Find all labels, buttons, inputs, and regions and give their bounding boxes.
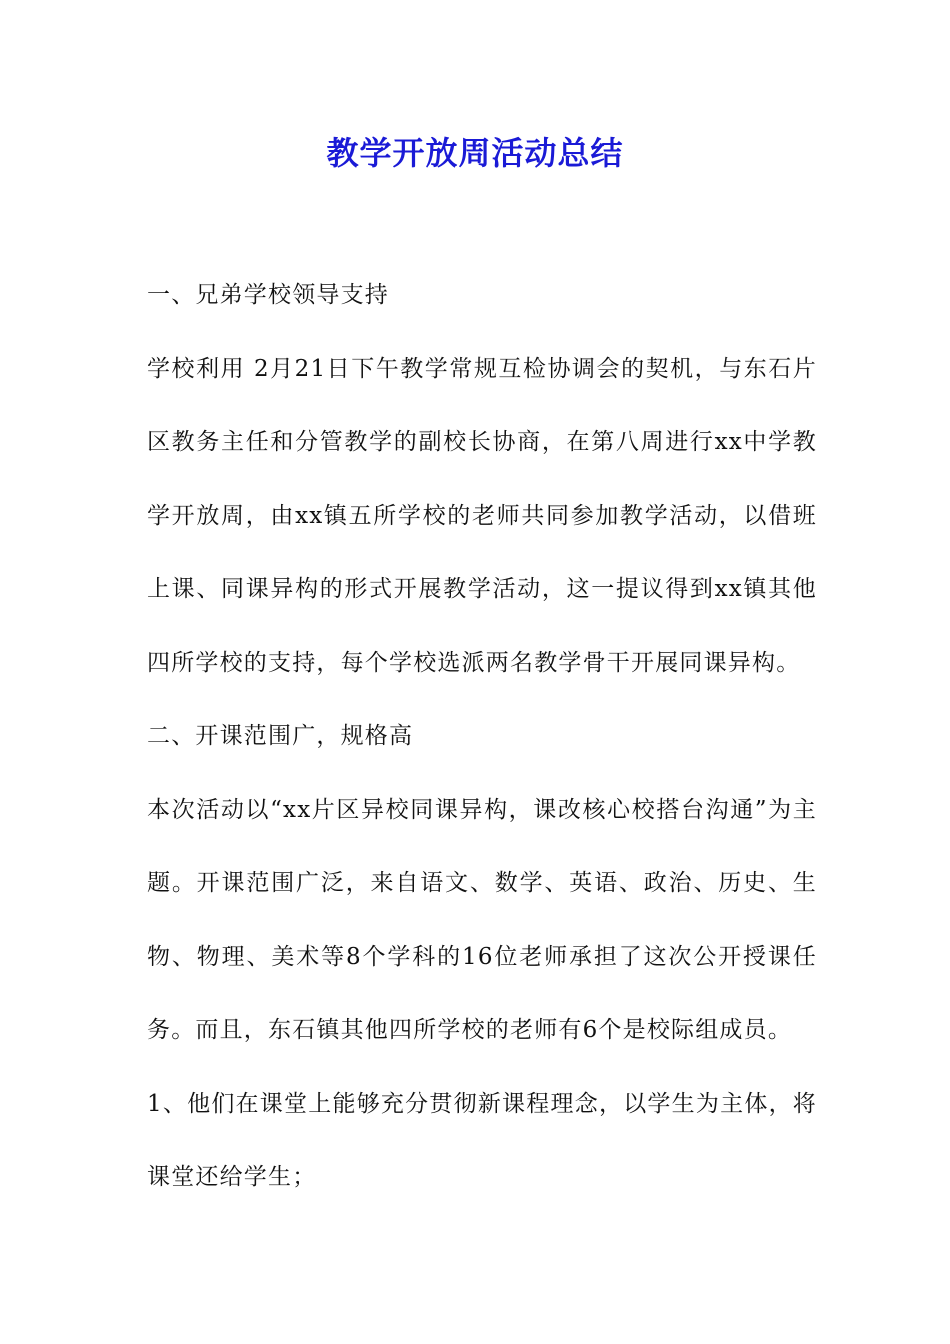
section-heading-1: 一、兄弟学校领导支持 — [147, 282, 389, 308]
paragraph-3: 1、他们在课堂上能够充分贯彻新课程理念，以学生为主体，将课堂还给学生； — [147, 1090, 817, 1190]
document-body — [147, 259, 817, 1215]
paragraph-2: 本次活动以“xx片区异校同课异构，课改核心校搭台沟通”为主题。开课范围广泛，来自语文、数学、英语、政治、历史、生物、物理、美术等8个学科的16位老师承担了这次公开授课任务。而且，东石镇其他四所学校的老师有6个是校际组成员。 — [147, 796, 817, 1043]
paragraph-1: 学校利用 2月21日下午教学常规互检协调会的契机，与东石片区教务主任和分管教学的副校长协商，在第八周进行xx中学教学开放周，由xx镇五所学校的老师共同参加教学活动，以借班上课、同课异构的形式开展教学活动，这一提议得到xx镇其他四所学校的支持，每个学校选派两名教学骨干开展同课异构。 — [147, 355, 817, 676]
section-heading-2: 二、开课范围广，规格高 — [147, 723, 414, 749]
document-title: 教学开放周活动总结 — [326, 134, 624, 172]
